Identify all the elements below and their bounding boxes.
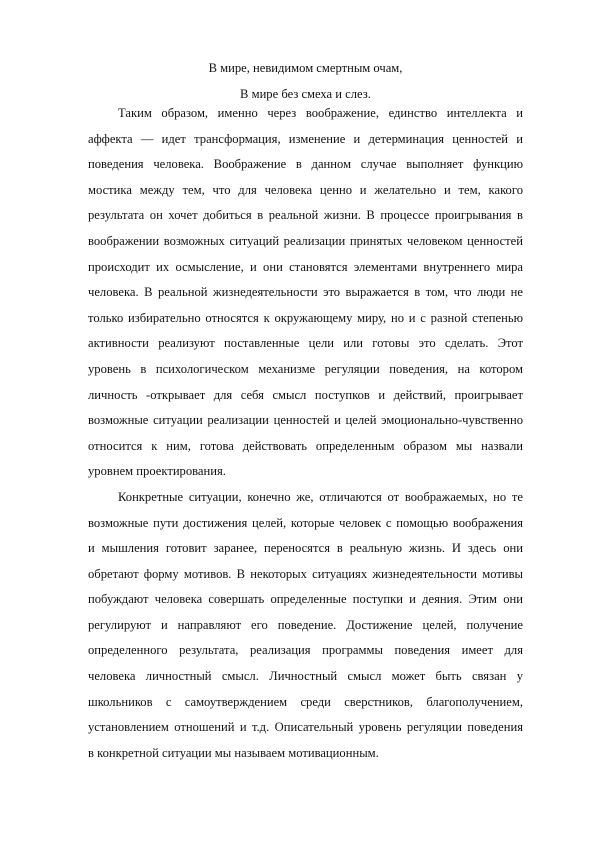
text-line: и мышления готовит заранее, переносятся в реальную жизнь. И здесь они bbox=[88, 541, 523, 556]
text-line: уровнем проектирования. bbox=[88, 464, 226, 479]
text-line: определенного результата, реализация программы поведения имеет для bbox=[88, 643, 523, 658]
text-line: человека. В реальной жизнедеятельности это выражается в том, что люди не bbox=[88, 285, 523, 300]
epigraph-line: В мире без смеха и слез. bbox=[240, 87, 371, 101]
text-line: в конкретной ситуации мы называем мотивационным. bbox=[88, 745, 379, 760]
body-text bbox=[88, 101, 523, 766]
text-line: школьников с самоутверждением среди сверстников, благополучением, bbox=[88, 694, 523, 709]
text-line: воображении возможных ситуаций реализации принятых человеком ценностей bbox=[88, 233, 523, 248]
paragraph bbox=[88, 485, 523, 767]
text-line: поведения человека. Воображение в данном случае выполняет функцию bbox=[88, 157, 523, 172]
text-line: Конкретные ситуации, конечно же, отличаются от воображаемых, но те bbox=[118, 489, 523, 504]
text-line: активности реализуют поставленные цели или готовы это сделать. Этот bbox=[88, 336, 523, 351]
text-line: человека личностный смысл. Личностный смысл может быть связан у bbox=[88, 669, 523, 684]
text-line: относится к ним, готова действовать определенным образом мы назвали bbox=[88, 438, 523, 453]
text-line: возможные ситуации реализации ценностей и целей эмоционально-чувственно bbox=[88, 413, 523, 428]
text-line: побуждают человека совершать определенные поступки и деяния. Этим они bbox=[88, 592, 523, 607]
text-line: возможные пути достижения целей, которые человек с помощью воображения bbox=[88, 515, 523, 530]
text-line: личность -открывает для себя смысл поступков и действий, проигрывает bbox=[88, 387, 523, 402]
epigraph-line: В мире, невидимом смертным очам, bbox=[208, 61, 403, 75]
text-line: происходит их осмысление, и они становятся элементами внутреннего мира bbox=[88, 259, 523, 274]
text-line: установлением отношений и т.д. Описательный уровень регуляции поведения bbox=[88, 720, 523, 735]
paragraph bbox=[88, 101, 523, 485]
epigraph bbox=[88, 55, 523, 107]
text-line: мостика между тем, что для человека ценно и желательно и тем, какого bbox=[88, 182, 523, 197]
text-line: уровень в психологическом механизме регуляции поведения, на котором bbox=[88, 361, 523, 376]
text-line: результата он хочет добиться в реальной жизни. В процессе проигрывания в bbox=[88, 208, 523, 223]
text-line: аффекта — идет трансформация, изменение и детерминация ценностей и bbox=[88, 131, 523, 146]
text-line: обретают форму мотивов. В некоторых ситуациях жизнедеятельности мотивы bbox=[88, 566, 523, 581]
text-line: Таким образом, именно через воображение, единство интеллекта и bbox=[118, 106, 523, 120]
text-line: только избирательно относятся к окружающему миру, но и с разной степенью bbox=[88, 310, 523, 325]
text-line: регулируют и направляют его поведение. Достижение целей, получение bbox=[88, 617, 523, 632]
